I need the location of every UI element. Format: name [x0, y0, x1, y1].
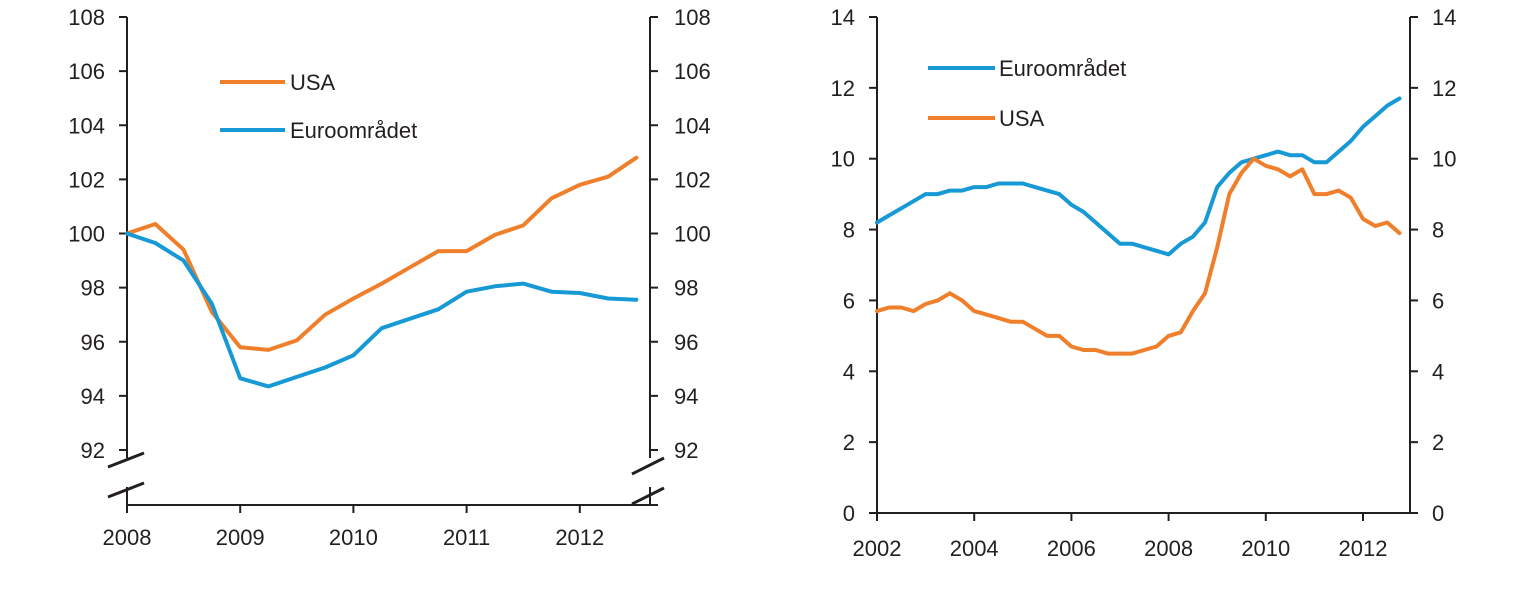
y-tick-label-left: 108 — [68, 5, 105, 30]
y-tick-label-right: 4 — [1432, 359, 1445, 385]
y-tick-label-right: 96 — [674, 329, 699, 355]
x-tick-label: 2012 — [1338, 536, 1388, 561]
y-tick-label-right: 2 — [1432, 430, 1445, 456]
y-tick-label-left: 98 — [80, 275, 105, 301]
y-tick-label-left: 0 — [842, 501, 855, 526]
y-tick-label-right: 98 — [674, 275, 699, 301]
y-tick-label-right: 6 — [1432, 288, 1445, 314]
y-tick-label-right: 104 — [674, 113, 711, 139]
y-tick-label-right: 106 — [674, 59, 711, 85]
y-tick-label-right: 108 — [674, 5, 711, 30]
y-tick-label-left: 6 — [842, 288, 855, 314]
axis-break-mark — [632, 458, 664, 474]
y-tick-label-left: 14 — [830, 5, 855, 30]
y-tick-label-left: 4 — [842, 359, 855, 385]
legend-label-usa: USA — [290, 70, 336, 95]
left-chart — [68, 5, 710, 550]
series-line-euro — [127, 234, 636, 387]
y-tick-label-left: 106 — [68, 59, 105, 85]
y-tick-label-right: 92 — [674, 438, 699, 463]
legend-label-euro: Euroområdet — [999, 56, 1127, 81]
x-tick-label: 2012 — [555, 525, 605, 550]
y-tick-label-left: 8 — [842, 217, 855, 243]
y-tick-label-left: 102 — [68, 167, 105, 193]
x-tick-label: 2010 — [328, 525, 378, 550]
y-tick-label-left: 12 — [830, 75, 855, 101]
x-tick-label: 2008 — [102, 525, 152, 550]
series-line-euro — [877, 99, 1400, 255]
x-tick-label: 2006 — [1046, 536, 1096, 561]
legend-label-usa: USA — [999, 106, 1045, 131]
y-tick-label-left: 104 — [68, 113, 105, 139]
y-tick-label-left: 2 — [842, 430, 855, 456]
y-tick-label-right: 0 — [1432, 501, 1445, 526]
y-tick-label-right: 102 — [674, 167, 711, 193]
series-line-usa — [877, 159, 1400, 354]
y-tick-label-right: 12 — [1432, 75, 1457, 101]
y-tick-label-right: 10 — [1432, 146, 1457, 172]
x-tick-label: 2008 — [1144, 536, 1194, 561]
y-tick-label-left: 96 — [80, 329, 105, 355]
y-tick-label-left: 94 — [80, 383, 105, 409]
y-tick-label-right: 100 — [674, 221, 711, 247]
x-tick-label: 2004 — [949, 536, 999, 561]
y-tick-label-right: 14 — [1432, 5, 1457, 30]
y-tick-label-left: 10 — [830, 146, 855, 172]
x-tick-label: 2010 — [1241, 536, 1291, 561]
y-tick-label-left: 92 — [80, 438, 105, 463]
series-line-usa — [127, 158, 636, 350]
y-tick-label-left: 100 — [68, 221, 105, 247]
x-tick-label: 2002 — [852, 536, 902, 561]
right-chart — [831, 5, 1457, 561]
y-tick-label-right: 94 — [674, 383, 699, 409]
x-tick-label: 2009 — [215, 525, 265, 550]
axis-break-mark — [632, 488, 664, 504]
y-tick-label-right: 8 — [1432, 217, 1445, 243]
x-tick-label: 2011 — [442, 525, 491, 550]
legend-label-euro: Euroområdet — [290, 118, 418, 143]
